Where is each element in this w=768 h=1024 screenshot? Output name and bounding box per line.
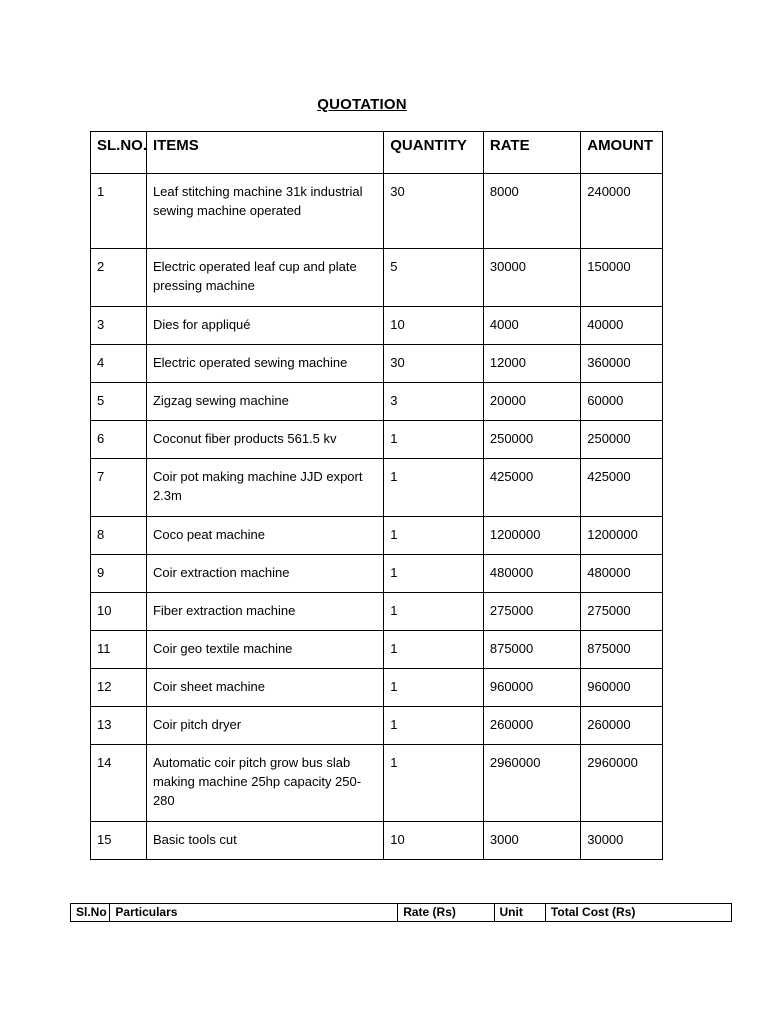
table-row [91,307,663,345]
table-row [91,383,663,421]
cell-quantity: 1 [384,669,484,707]
cell-quantity: 1 [384,593,484,631]
cell-quantity: 1 [384,555,484,593]
cell-rate: 480000 [483,555,580,593]
cell-quantity: 30 [384,174,484,249]
cell-slno: 13 [91,707,147,745]
cell-amount: 875000 [581,631,663,669]
cell-rate: 20000 [483,383,580,421]
cell-amount: 275000 [581,593,663,631]
cell-slno: 11 [91,631,147,669]
cell-slno: 4 [91,345,147,383]
cell-slno: 7 [91,459,147,517]
table-row [91,421,663,459]
cell-amount: 2960000 [581,745,663,822]
header-sl-no: Sl.No [71,904,110,922]
table-row [91,822,663,860]
table-row [91,707,663,745]
cell-amount: 960000 [581,669,663,707]
cell-quantity: 1 [384,631,484,669]
cell-amount: 425000 [581,459,663,517]
cell-item: Coir sheet machine [146,669,383,707]
cell-amount: 480000 [581,555,663,593]
cell-slno: 3 [91,307,147,345]
table-row [91,631,663,669]
table-row [91,517,663,555]
cell-quantity: 10 [384,307,484,345]
cell-slno: 15 [91,822,147,860]
cell-rate: 960000 [483,669,580,707]
cell-rate: 8000 [483,174,580,249]
cell-amount: 250000 [581,421,663,459]
cell-rate: 30000 [483,249,580,307]
cell-rate: 260000 [483,707,580,745]
cell-slno: 8 [91,517,147,555]
cell-item: Automatic coir pitch grow bus slab making machine 25hp capacity 250-280 [146,745,383,822]
cell-amount: 30000 [581,822,663,860]
cell-slno: 2 [91,249,147,307]
cell-rate: 1200000 [483,517,580,555]
page-title: QUOTATION [317,96,407,113]
cell-slno: 14 [91,745,147,822]
cell-slno: 1 [91,174,147,249]
header-unit: Unit [494,904,545,922]
cell-rate: 12000 [483,345,580,383]
cell-quantity: 1 [384,459,484,517]
cell-amount: 40000 [581,307,663,345]
cell-rate: 4000 [483,307,580,345]
cell-rate: 250000 [483,421,580,459]
cell-amount: 60000 [581,383,663,421]
cell-item: Coir pot making machine JJD export 2.3m [146,459,383,517]
table-row [91,593,663,631]
quotation-header-row [91,132,663,174]
table-row [91,249,663,307]
cell-quantity: 1 [384,517,484,555]
cell-quantity: 1 [384,421,484,459]
header-amount: AMOUNT [581,132,663,174]
header-slno: SL.NO. [91,132,147,174]
cell-quantity: 30 [384,345,484,383]
header-rate: RATE [483,132,580,174]
particulars-table [70,903,732,922]
header-quantity: QUANTITY [384,132,484,174]
table-row [91,345,663,383]
cell-slno: 6 [91,421,147,459]
header-particulars: Particulars [110,904,398,922]
quotation-table [90,131,663,860]
cell-quantity: 10 [384,822,484,860]
cell-amount: 150000 [581,249,663,307]
cell-item: Electric operated leaf cup and plate pressing machine [146,249,383,307]
cell-rate: 3000 [483,822,580,860]
cell-slno: 5 [91,383,147,421]
cell-item: Coir pitch dryer [146,707,383,745]
cell-item: Electric operated sewing machine [146,345,383,383]
cell-item: Coir extraction machine [146,555,383,593]
cell-amount: 260000 [581,707,663,745]
cell-rate: 425000 [483,459,580,517]
cell-item: Coconut fiber products 561.5 kv [146,421,383,459]
cell-item: Coco peat machine [146,517,383,555]
cell-item: Fiber extraction machine [146,593,383,631]
table-row [91,459,663,517]
table-row [91,174,663,249]
particulars-header-row [71,904,732,922]
cell-item: Leaf stitching machine 31k industrial sewing machine operated [146,174,383,249]
table-row [91,669,663,707]
cell-rate: 875000 [483,631,580,669]
cell-item: Coir geo textile machine [146,631,383,669]
table-row [91,745,663,822]
cell-slno: 9 [91,555,147,593]
cell-slno: 10 [91,593,147,631]
header-total-cost: Total Cost (Rs) [545,904,731,922]
cell-item: Dies for appliqué [146,307,383,345]
cell-slno: 12 [91,669,147,707]
cell-amount: 240000 [581,174,663,249]
cell-item: Zigzag sewing machine [146,383,383,421]
header-rate-rs: Rate (Rs) [398,904,494,922]
cell-rate: 275000 [483,593,580,631]
header-items: ITEMS [146,132,383,174]
cell-quantity: 1 [384,707,484,745]
cell-quantity: 5 [384,249,484,307]
cell-amount: 1200000 [581,517,663,555]
cell-item: Basic tools cut [146,822,383,860]
table-row [91,555,663,593]
cell-quantity: 1 [384,745,484,822]
cell-rate: 2960000 [483,745,580,822]
cell-amount: 360000 [581,345,663,383]
cell-quantity: 3 [384,383,484,421]
